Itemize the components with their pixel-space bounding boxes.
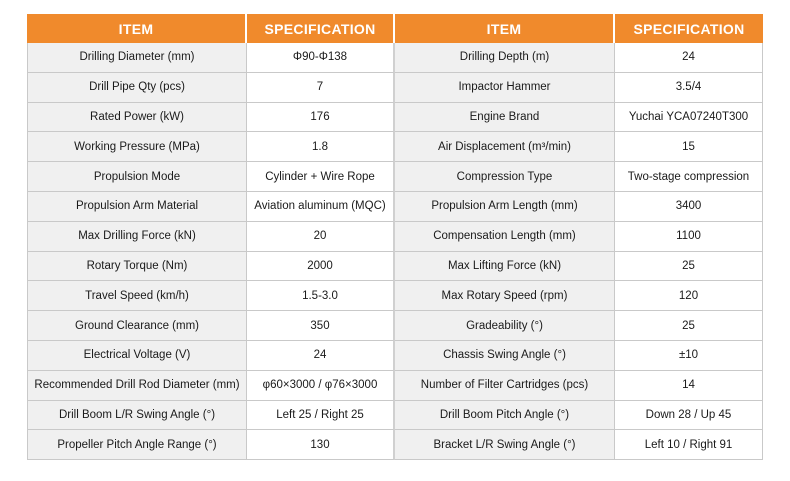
- row-spec-value: 1.5-3.0: [247, 281, 395, 311]
- row-item-label: Propulsion Arm Material: [27, 192, 247, 222]
- row-item-label: Drilling Depth (m): [395, 43, 615, 73]
- row-spec-value: 24: [615, 43, 763, 73]
- row-spec-value: Φ90-Φ138: [247, 43, 395, 73]
- row-item-label: Drill Pipe Qty (pcs): [27, 73, 247, 103]
- row-item-label: Gradeability (°): [395, 311, 615, 341]
- row-spec-value: 130: [247, 430, 395, 460]
- header-item-left: ITEM: [27, 14, 247, 43]
- header-spec-left: SPECIFICATION: [247, 14, 395, 43]
- row-item-label: Ground Clearance (mm): [27, 311, 247, 341]
- row-item-label: Drilling Diameter (mm): [27, 43, 247, 73]
- row-item-label: Bracket L/R Swing Angle (°): [395, 430, 615, 460]
- row-spec-value: Down 28 / Up 45: [615, 401, 763, 431]
- specification-table: [27, 14, 763, 460]
- table-row: [27, 371, 763, 401]
- row-spec-value: 176: [247, 103, 395, 133]
- row-item-label: Rotary Torque (Nm): [27, 252, 247, 282]
- table-row: [27, 252, 763, 282]
- header-item-right: ITEM: [395, 14, 615, 43]
- table-row: [27, 192, 763, 222]
- table-row: [27, 281, 763, 311]
- row-item-label: Working Pressure (MPa): [27, 132, 247, 162]
- row-spec-value: 350: [247, 311, 395, 341]
- row-spec-value: Yuchai YCA07240T300: [615, 103, 763, 133]
- row-item-label: Air Displacement (m³/min): [395, 132, 615, 162]
- row-spec-value: 24: [247, 341, 395, 371]
- row-item-label: Compensation Length (mm): [395, 222, 615, 252]
- table-row: [27, 162, 763, 192]
- row-spec-value: 1100: [615, 222, 763, 252]
- row-item-label: Engine Brand: [395, 103, 615, 133]
- row-spec-value: 20: [247, 222, 395, 252]
- row-item-label: Max Lifting Force (kN): [395, 252, 615, 282]
- row-spec-value: 120: [615, 281, 763, 311]
- row-item-label: Chassis Swing Angle (°): [395, 341, 615, 371]
- row-item-label: Drill Boom L/R Swing Angle (°): [27, 401, 247, 431]
- table-row: [27, 132, 763, 162]
- row-spec-value: 15: [615, 132, 763, 162]
- row-item-label: Recommended Drill Rod Diameter (mm): [27, 371, 247, 401]
- row-item-label: Number of Filter Cartridges (pcs): [395, 371, 615, 401]
- row-item-label: Propulsion Arm Length (mm): [395, 192, 615, 222]
- row-spec-value: 3.5/4: [615, 73, 763, 103]
- row-spec-value: Aviation aluminum (MQC): [247, 192, 395, 222]
- row-spec-value: 25: [615, 311, 763, 341]
- row-item-label: Propeller Pitch Angle Range (°): [27, 430, 247, 460]
- table-row: [27, 103, 763, 133]
- row-spec-value: 2000: [247, 252, 395, 282]
- table-row: [27, 222, 763, 252]
- table-row: [27, 401, 763, 431]
- row-spec-value: 1.8: [247, 132, 395, 162]
- row-spec-value: Left 25 / Right 25: [247, 401, 395, 431]
- table-body: [27, 43, 763, 460]
- table-header-row: [27, 14, 763, 43]
- row-spec-value: 3400: [615, 192, 763, 222]
- row-item-label: Max Rotary Speed (rpm): [395, 281, 615, 311]
- row-item-label: Travel Speed (km/h): [27, 281, 247, 311]
- row-spec-value: 25: [615, 252, 763, 282]
- table-row: [27, 430, 763, 460]
- row-item-label: Compression Type: [395, 162, 615, 192]
- row-spec-value: Cylinder + Wire Rope: [247, 162, 395, 192]
- row-item-label: Electrical Voltage (V): [27, 341, 247, 371]
- row-spec-value: Two-stage compression: [615, 162, 763, 192]
- row-item-label: Impactor Hammer: [395, 73, 615, 103]
- table-row: [27, 341, 763, 371]
- header-spec-right: SPECIFICATION: [615, 14, 763, 43]
- row-item-label: Drill Boom Pitch Angle (°): [395, 401, 615, 431]
- row-item-label: Propulsion Mode: [27, 162, 247, 192]
- row-spec-value: φ60×3000 / φ76×3000: [247, 371, 395, 401]
- row-spec-value: 7: [247, 73, 395, 103]
- row-spec-value: ±10: [615, 341, 763, 371]
- row-spec-value: 14: [615, 371, 763, 401]
- table-row: [27, 73, 763, 103]
- table-row: [27, 43, 763, 73]
- table-row: [27, 311, 763, 341]
- row-item-label: Max Drilling Force (kN): [27, 222, 247, 252]
- row-spec-value: Left 10 / Right 91: [615, 430, 763, 460]
- row-item-label: Rated Power (kW): [27, 103, 247, 133]
